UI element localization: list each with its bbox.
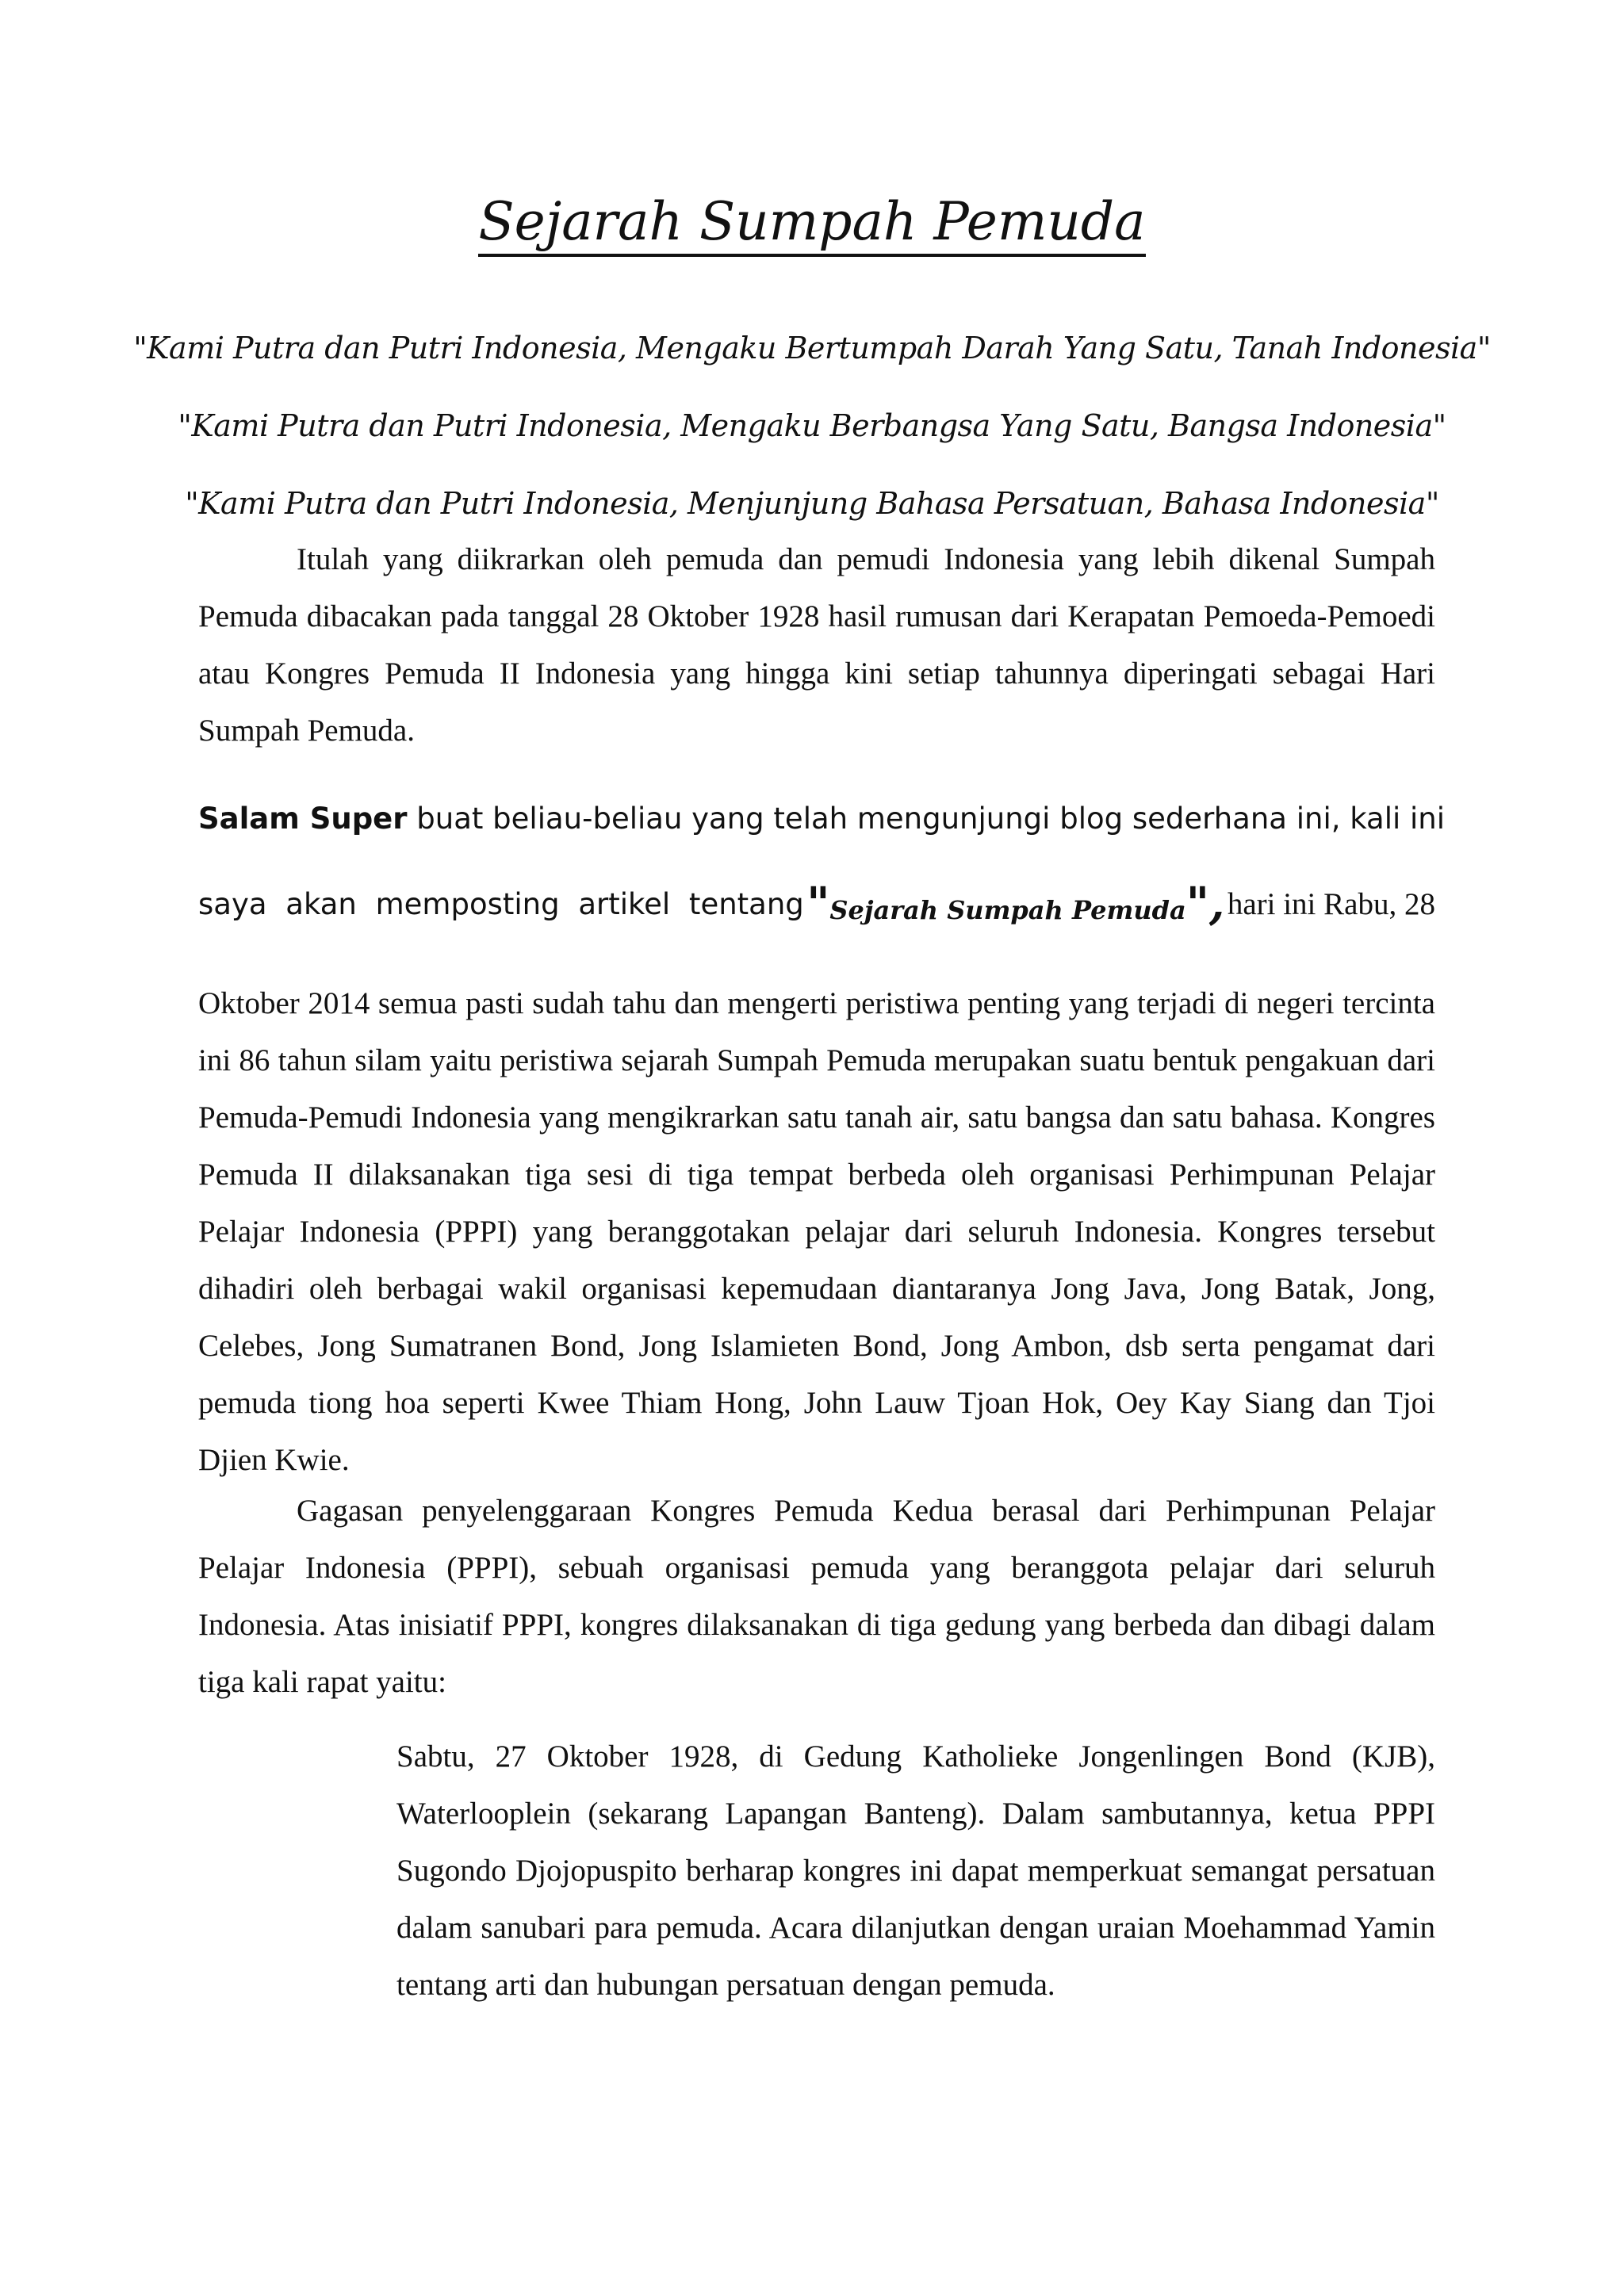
article-title-inline: [806, 878, 1224, 930]
title-text: Sejarah Sumpah Pemuda: [478, 190, 1145, 257]
inline-title: Sejarah Sumpah Pemuda: [829, 895, 1186, 925]
pledge-list: [0, 309, 1624, 542]
congress-paragraph: Gagasan penyelenggaraan Kongres Pemuda Kedua berasal dari Perhimpunan Pelajar Pelajar Indonesia (PPPI), sebuah organisasi pemuda yang beranggota pelajar dari seluruh Indonesia. Atas inisiatif PPPI, kongres dilaksanakan di tiga gedung yang berbeda dan dibagi dalam tiga kali rapat yaitu:: [198, 1494, 1435, 1699]
pledge-line: "Kami Putra dan Putri Indonesia, Menjunjung Bahasa Persatuan, Bahasa Indonesia": [185, 486, 1439, 521]
intro-paragraph: Itulah yang diikrarkan oleh pemuda dan pemudi Indonesia yang lebih dikenal Sumpah Pemuda dibacakan pada tanggal 28 Oktober 1928 hasil rumusan dari Kerapatan Pemoeda-Pemoedi atau Kongres Pemuda II Indonesia yang hingga kini setiap tahunnya diperingati sebagai Hari Sumpah Pemuda.: [198, 542, 1435, 748]
open-quote: ": [806, 878, 830, 930]
page-title: [0, 186, 1624, 258]
close-quote: ",: [1185, 878, 1225, 930]
history-paragraph: Oktober 2014 semua pasti sudah tahu dan mengerti peristiwa penting yang terjadi di negeri tercinta ini 86 tahun silam yaitu peristiwa sejarah Sumpah Pemuda merupakan suatu bentuk pengakuan dari Pemuda-Pemudi Indonesia yang mengikrarkan satu tanah air, satu bangsa dan satu bahasa. Kongres Pemuda II dilaksanakan tiga sesi di tiga tempat berbeda oleh organisasi Perhimpunan Pelajar Pelajar Indonesia (PPPI) yang beranggotakan pelajar dari seluruh Indonesia. Kongres tersebut dihadiri oleh berbagai wakil organisasi kepemudaan diantaranya Jong Java, Jong Batak, Jong, Celebes, Jong Sumatranen Bond, Jong Islamieten Bond, Jong Ambon, dsb serta pengamat dari pemuda tiong hoa seperti Kwee Thiam Hong, John Lauw Tjoan Hok, Oey Kay Siang dan Tjoi Djien Kwie.: [198, 986, 1435, 1477]
greeting-bold: Salam Super: [198, 802, 408, 836]
article-intro-lead: saya akan memposting artikel tentang: [198, 886, 804, 921]
article-intro-tail: hari ini Rabu, 28: [1227, 886, 1435, 921]
pledge-line: "Kami Putra dan Putri Indonesia, Mengaku Bertumpah Darah Yang Satu, Tanah Indonesia": [133, 331, 1491, 365]
greeting-text: buat beliau-beliau yang telah mengunjungi blog sederhana ini, kali ini: [407, 802, 1446, 836]
article-intro-line: [198, 872, 1435, 936]
first-session-paragraph: Sabtu, 27 Oktober 1928, di Gedung Katholieke Jongenlingen Bond (KJB), Waterlooplein (sekarang Lapangan Banteng). Dalam sambutannya, ketua PPPI Sugondo Djojopuspito berharap kongres ini dapat memperkuat semangat persatuan dalam sanubari para pemuda. Acara dilanjutkan dengan uraian Moehammad Yamin tentang arti dan hubungan persatuan dengan pemuda.: [396, 1739, 1435, 2002]
greeting-line: [198, 791, 1446, 847]
pledge-line: "Kami Putra dan Putri Indonesia, Mengaku Berbangsa Yang Satu, Bangsa Indonesia": [178, 408, 1446, 443]
